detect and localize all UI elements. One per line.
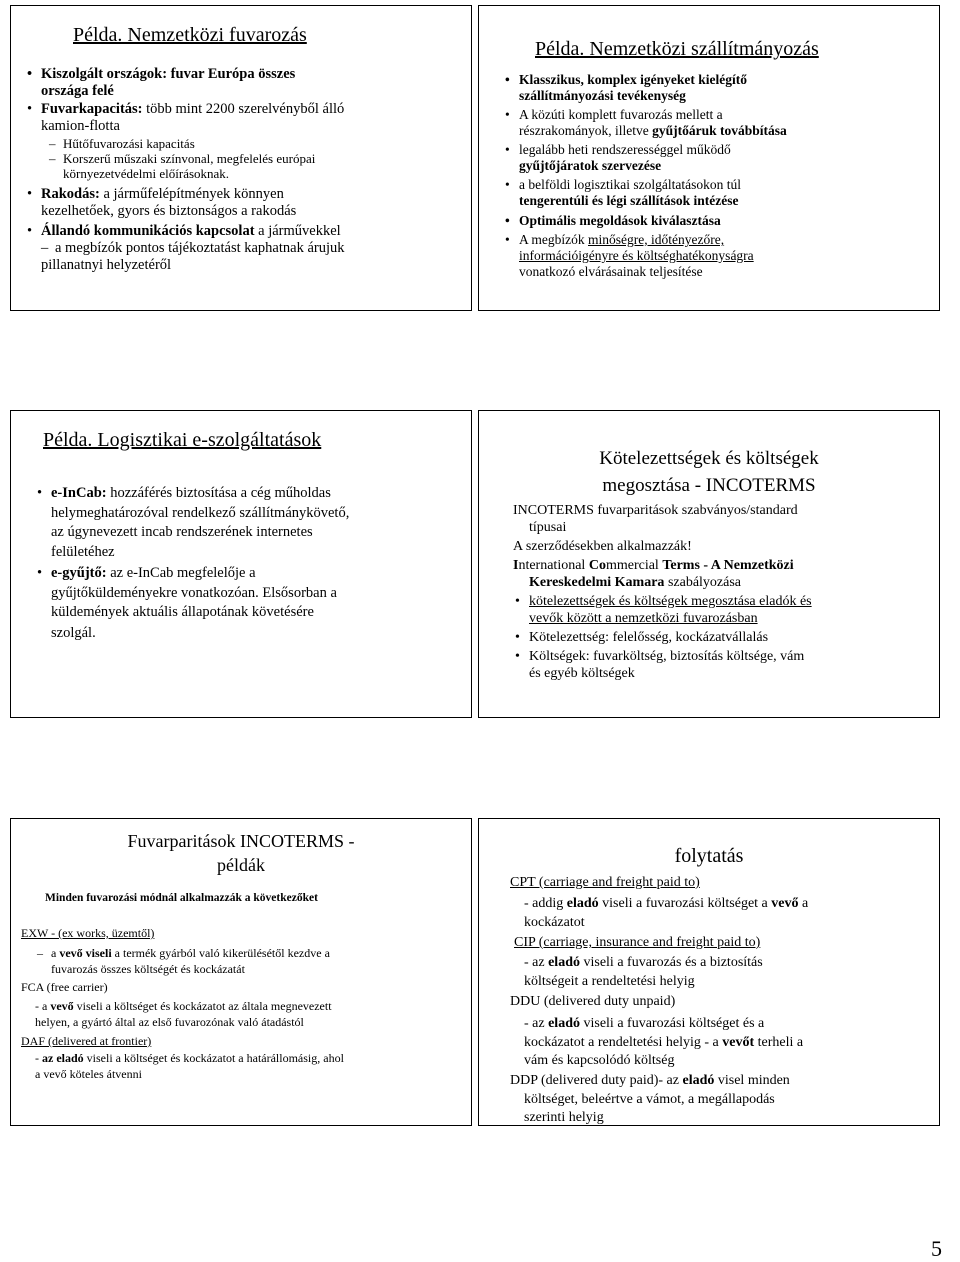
term-cpt-desc-cont: kockázatot (524, 914, 585, 930)
slide-title: folytatás (674, 845, 744, 867)
slide-international-transport (10, 5, 472, 311)
bullet-optimal: • Optimális megoldások kiválasztása (519, 213, 721, 230)
bullet-sharing: • kötelezettségek és költségek megosztása eladók és (529, 593, 812, 610)
bullet-classic-cont: szállítmányozási tevékenység (519, 88, 686, 103)
page-number: 5 (931, 1236, 942, 1261)
slide-title-line2: példák (217, 855, 265, 875)
term-daf-desc-cont: a vevő köteles átvenni (35, 1067, 142, 1081)
bullet-weekly-cont: gyűjtőjáratok szervezése (519, 158, 662, 173)
term-ddu-desc: - az eladó viseli a fuvarozási költséget és a (524, 1016, 765, 1031)
slide-title (11, 829, 471, 877)
bullet-domestic-cont: tengerentúli és légi szállítások intézése (519, 193, 739, 208)
slide-continuation (478, 818, 940, 1126)
bullet-sharing-cont: vevők között a nemzetközi fuvarozásban (529, 611, 758, 626)
term-cpt: CPT (carriage and freight paid to) (510, 875, 700, 890)
slide-subtitle: Minden fuvarozási módnál alkalmazzák a következőket (45, 892, 318, 904)
term-fca-desc: - a vevő viseli a költséget és kockázatot az általa megnevezett (35, 999, 332, 1013)
bullet-clients-cont2: vonatkozó elvárásainak teljesítése (519, 264, 703, 279)
bullet-road: • A közúti komplett fuvarozás mellett a (519, 107, 723, 124)
term-cip-desc: - az eladó viseli a fuvarozás és a biztosítás (524, 955, 763, 970)
slide-title (479, 445, 939, 499)
term-ddu-desc-cont: kockázatot a rendeltetési helyig - a vevőt terheli a (524, 1034, 804, 1050)
slide-title: Példa. Logisztikai e-szolgáltatások (43, 429, 322, 451)
slide-title: Példa. Nemzetközi fuvarozás (73, 24, 307, 46)
bullet-egyujto-l3: küldemények aktuális állapotának követésére (51, 604, 314, 620)
term-fca: FCA (free carrier) (21, 980, 108, 994)
bullet-costs-cont: és egyéb költségek (529, 666, 635, 681)
slide-title-line1: Fuvarparitások INCOTERMS - (127, 831, 355, 851)
slide-logistics-eservices (10, 410, 472, 718)
bullet-loading-cont: kezelhetőek, gyors és biztonságos a rakodás (41, 203, 297, 219)
bullet-egyujto: • e-gyűjtő: az e-InCab megfelelője a (51, 564, 256, 584)
term-ddp: DDP (delivered duty paid)- az eladó visel minden (510, 1073, 790, 1088)
bullet-obligation: • Kötelezettség: felelősség, kockázatvállalás (529, 629, 768, 646)
bullet-egyujto-l4: szolgál. (51, 625, 96, 641)
sub-clients-info: – a megbízók pontos tájékoztatást kaphatnak árujuk (55, 240, 345, 257)
slide-title-line2: megosztása - INCOTERMS (602, 475, 816, 496)
slide-international-forwarding (478, 5, 940, 311)
bullet-egyujto-l2: gyűjtőküldeményekre vonatkozóan. Elsősorban a (51, 584, 337, 601)
term-ddp-cont: költséget, beleértve a vámot, a megállapodás (524, 1091, 775, 1107)
slide-title-line1: Kötelezettségek és költségek (599, 448, 819, 469)
bullet-capacity-cont: kamion-flotta (41, 118, 120, 134)
term-daf: DAF (delivered at frontier) (21, 1034, 152, 1048)
term-ddu-desc-cont2: vám és kapcsolódó költség (524, 1053, 675, 1068)
term-exw-desc: – a vevő viseli a termék gyárból való kikerülésétől kezdve a (51, 945, 330, 962)
bullet-weekly: • legalább heti rendszerességgel működő (519, 142, 731, 159)
bullet-loading: • Rakodás: a járműfelépítmények könnyen (41, 186, 284, 203)
term-daf-desc: - az eladó viseli a költséget és kockázatot a határállomásig, ahol (35, 1051, 344, 1065)
bullet-eincab: • e-InCab: hozzáférés biztosítása a cég műholdas (51, 484, 331, 504)
para-icc: International Commercial Terms - A Nemzetközi (513, 558, 794, 573)
sub-refrigerated: – Hűtőfuvarozási kapacitás (63, 135, 195, 152)
bullet-road-cont: részrakományok, illetve gyűjtőáruk továbbítása (519, 123, 787, 138)
bullet-eincab-l2: helymeghatározóval rendelkező szállítmánykövető, (51, 504, 350, 521)
bullet-capacity: • Fuvarkapacitás: több mint 2200 szerelvényből álló (41, 101, 344, 118)
term-cip: CIP (carriage, insurance and freight paid to) (514, 935, 761, 950)
term-ddp-cont2: szerinti helyig (524, 1110, 604, 1125)
sub-clients-info-cont: pillanatnyi helyzetéről (41, 257, 172, 273)
term-cip-desc-cont: költségeit a rendeltetési helyig (524, 973, 695, 989)
term-ddu: DDU (delivered duty unpaid) (510, 994, 676, 1009)
para-incoterms: INCOTERMS fuvarparitások szabványos/standard (513, 503, 798, 518)
sub-technical-level-cont: környezetvédelmi előírásoknak. (63, 166, 230, 181)
term-cpt-desc: - addig eladó viseli a fuvarozási költséget a vevő a (524, 896, 809, 911)
bullet-domestic: • a belföldi logisztikai szolgáltatásokon túl (519, 177, 741, 194)
slide-incoterms-examples (10, 818, 472, 1126)
bullet-clients: • A megbízók minőségre, időtényezőre, (519, 232, 724, 249)
para-incoterms-cont: típusai (529, 520, 567, 535)
sub-technical-level: – Korszerű műszaki színvonal, megfelelés európai (63, 150, 315, 167)
bullet-countries-cont: országa felé (41, 83, 114, 99)
bullet-clients-cont: információigényre és költséghatékonyságra (519, 248, 754, 263)
term-fca-desc-cont: helyen, a gyártó által az első fuvarozónak való átadástól (35, 1015, 304, 1029)
bullet-countries: • Kiszolgált országok: fuvar Európa összes (41, 66, 295, 83)
term-exw-desc-cont: fuvarozás összes költségét és kockázatát (51, 962, 245, 976)
bullet-classic: • Klasszikus, komplex igényeket kielégítő (519, 72, 747, 89)
slide-incoterms-obligations (478, 410, 940, 718)
para-contracts: A szerződésekben alkalmazzák! (513, 539, 692, 554)
bullet-costs: • Költségek: fuvarköltség, biztosítás költsége, vám (529, 648, 804, 665)
para-icc-cont: Kereskedelmi Kamara szabályozása (529, 575, 742, 590)
bullet-communication: • Állandó kommunikációs kapcsolat a járművekkel (41, 223, 341, 240)
bullet-eincab-l3: az úgynevezett incab rendszerének internetes (51, 524, 313, 540)
slide-title: Példa. Nemzetközi szállítmányozás (535, 38, 819, 60)
term-exw: EXW - (ex works, üzemtől) (21, 926, 155, 940)
bullet-eincab-l4: felületéhez (51, 543, 115, 560)
